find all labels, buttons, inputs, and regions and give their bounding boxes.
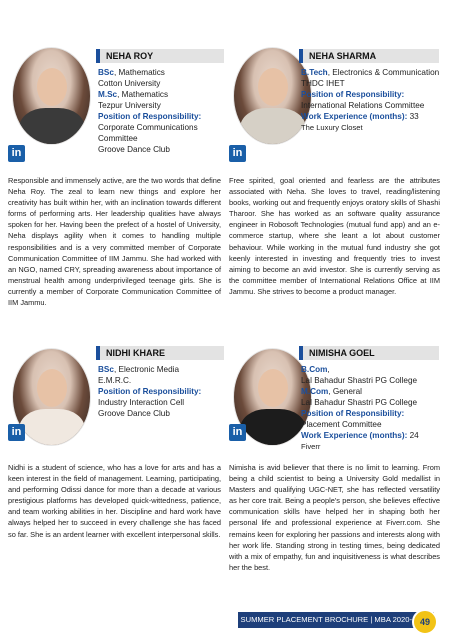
- responsibility-line: Placement Committee: [301, 420, 382, 429]
- linkedin-icon[interactable]: in: [229, 145, 246, 162]
- profile-name: NIMISHA GOEL: [299, 346, 439, 360]
- photo-face: [37, 68, 67, 106]
- employer-line: The Luxury Closet: [301, 123, 363, 132]
- profile-photo: [12, 47, 91, 145]
- degree-field: , Mathematics: [113, 68, 165, 77]
- institution-line: Tezpur University: [98, 101, 161, 110]
- institution-line: E.M.R.C.: [98, 376, 132, 385]
- employer-line: Fiverr: [301, 442, 321, 451]
- degree-line: [98, 89, 226, 100]
- degree-field: , Mathematics: [117, 90, 169, 99]
- experience-heading: Work Experience (months):: [301, 431, 408, 440]
- responsibility-line: Committee: [98, 134, 138, 143]
- profile-name: NEHA SHARMA: [299, 49, 439, 63]
- degree-name: M.Sc: [98, 90, 118, 99]
- degree-line: [301, 67, 443, 78]
- responsibility-heading: Position of Responsibility:: [98, 387, 202, 396]
- institution-line: Lal Bahadur Shastri PG College: [301, 398, 418, 407]
- profile-bio: Free spirited, goal oriented and fearless are the attributes associated with Neha. She loves to travel, reading/listening books, working out and frequently enjoys oratory skills of Shashi Tharoor. She has worked as an software quality assurance engineer in Robosoft Technologies (mutual fund app) and an e-commerce startup, where she leant a lot about customer behaviour. While working in the mutual fund industry she got keenly interested in investing and frequently tries to invest aiming to become an avid investor. She is currently serving as the committee member of International Relations Office at IIM Jammu. She strives to become a product manager.: [229, 176, 440, 296]
- degree-field: ,: [327, 365, 330, 374]
- experience-value: 33: [407, 112, 419, 121]
- profile-card-nimisha-goel: [229, 346, 445, 576]
- institution-line: Lal Bahadur Shastri PG College: [301, 376, 418, 385]
- photo-body: [240, 409, 306, 446]
- linkedin-icon[interactable]: in: [8, 145, 25, 162]
- linkedin-icon[interactable]: in: [229, 424, 246, 441]
- experience-line: [301, 430, 443, 441]
- page-number-badge: 49: [412, 609, 438, 635]
- degree-line: [98, 364, 226, 375]
- responsibility-line: Industry Interaction Cell: [98, 398, 185, 407]
- profile-bio: Nimisha is avid believer that there is no limit to learning. From being a child scientist to being a University Gold medallist in Masters and qualifying UGC-NET, she has reflected versatility as her core trait. Being a people's person, she believes effective communication skills have helped her in shaping both her personal life and professional experience at Fiverr.com. She remains keen for exploring her passions and interests along with her work life. Standing strong in testing times, being dedicated with a mix of empathy, fun and inquisitiveness is what describes her the best.: [229, 463, 440, 572]
- profile-name: NEHA ROY: [96, 49, 224, 63]
- photo-body: [19, 108, 85, 145]
- degree-name: M.Com: [301, 387, 329, 396]
- responsibility-line: International Relations Committee: [301, 101, 425, 110]
- profile-details: [98, 67, 226, 155]
- responsibility-line: Corporate Communications: [98, 123, 198, 132]
- profile-card-nidhi-khare: [8, 346, 224, 539]
- degree-line: [98, 67, 226, 78]
- degree-field: , Electronics & Communication: [327, 68, 440, 77]
- responsibility-heading: Position of Responsibility:: [301, 409, 405, 418]
- experience-value: 24: [407, 431, 419, 440]
- degree-name: BSc: [98, 365, 114, 374]
- degree-line: [301, 386, 443, 397]
- photo-face: [37, 369, 67, 407]
- photo-body: [19, 409, 85, 446]
- photo-face: [258, 68, 288, 106]
- responsibility-heading: Position of Responsibility:: [301, 90, 405, 99]
- profile-bio: Responsible and immensely active, are the two words that define Neha Roy. The zeal to learn new things and explore her creativity has built within her, with an inclination towards different forms of performing arts. Her leadership qualities have always spoken for her. Having been the prefect of a hostel of University, Neha displays agility when it comes to handling multiple responsibilities and is a very committed member of Corporate Communication Committee of IIM Jammu. She had worked with an NGO, named CRY, spreading awareness about importance of menstrual health among underprivileged teenage girls. She is currently a member of Corporate Communication Committee of IIM Jammu.: [8, 176, 221, 308]
- profile-details: [301, 364, 443, 452]
- degree-name: B.Tech: [301, 68, 328, 77]
- degree-line: [301, 364, 443, 375]
- responsibility-heading: Position of Responsibility:: [98, 112, 202, 121]
- responsibility-line: Groove Dance Club: [98, 409, 170, 418]
- degree-name: B.Com: [301, 365, 328, 374]
- degree-field: , Electronic Media: [113, 365, 180, 374]
- institution-line: Cotton University: [98, 79, 161, 88]
- experience-heading: Work Experience (months):: [301, 112, 408, 121]
- profile-card-neha-roy: [8, 45, 224, 308]
- profile-name: NIDHI KHARE: [96, 346, 224, 360]
- profile-bio: Nidhi is a student of science, who has a love for arts and has a keen interest in the field of management. Learning, participating, and performing Odissi dance for more than a decade at various prestigious platforms has developed quick-wittedness, patience, and team working abilities in her. Discipline and hard work have always helped her to succeed in every challenge she has faced so far. She is an ardent learner with excellent interpersonal skills.: [8, 463, 221, 539]
- profile-details: [98, 364, 226, 419]
- profile-details: [301, 67, 443, 133]
- profile-card-neha-sharma: [229, 45, 445, 296]
- footer-bar: SUMMER PLACEMENT BROCHURE | MBA 2020-22: [238, 612, 434, 628]
- photo-body: [240, 108, 306, 145]
- degree-field: , General: [328, 387, 362, 396]
- linkedin-icon[interactable]: in: [8, 424, 25, 441]
- institution-line: THDC IHET: [301, 79, 345, 88]
- photo-face: [258, 369, 288, 407]
- experience-line: [301, 111, 443, 122]
- responsibility-line: Groove Dance Club: [98, 145, 170, 154]
- degree-name: BSc: [98, 68, 114, 77]
